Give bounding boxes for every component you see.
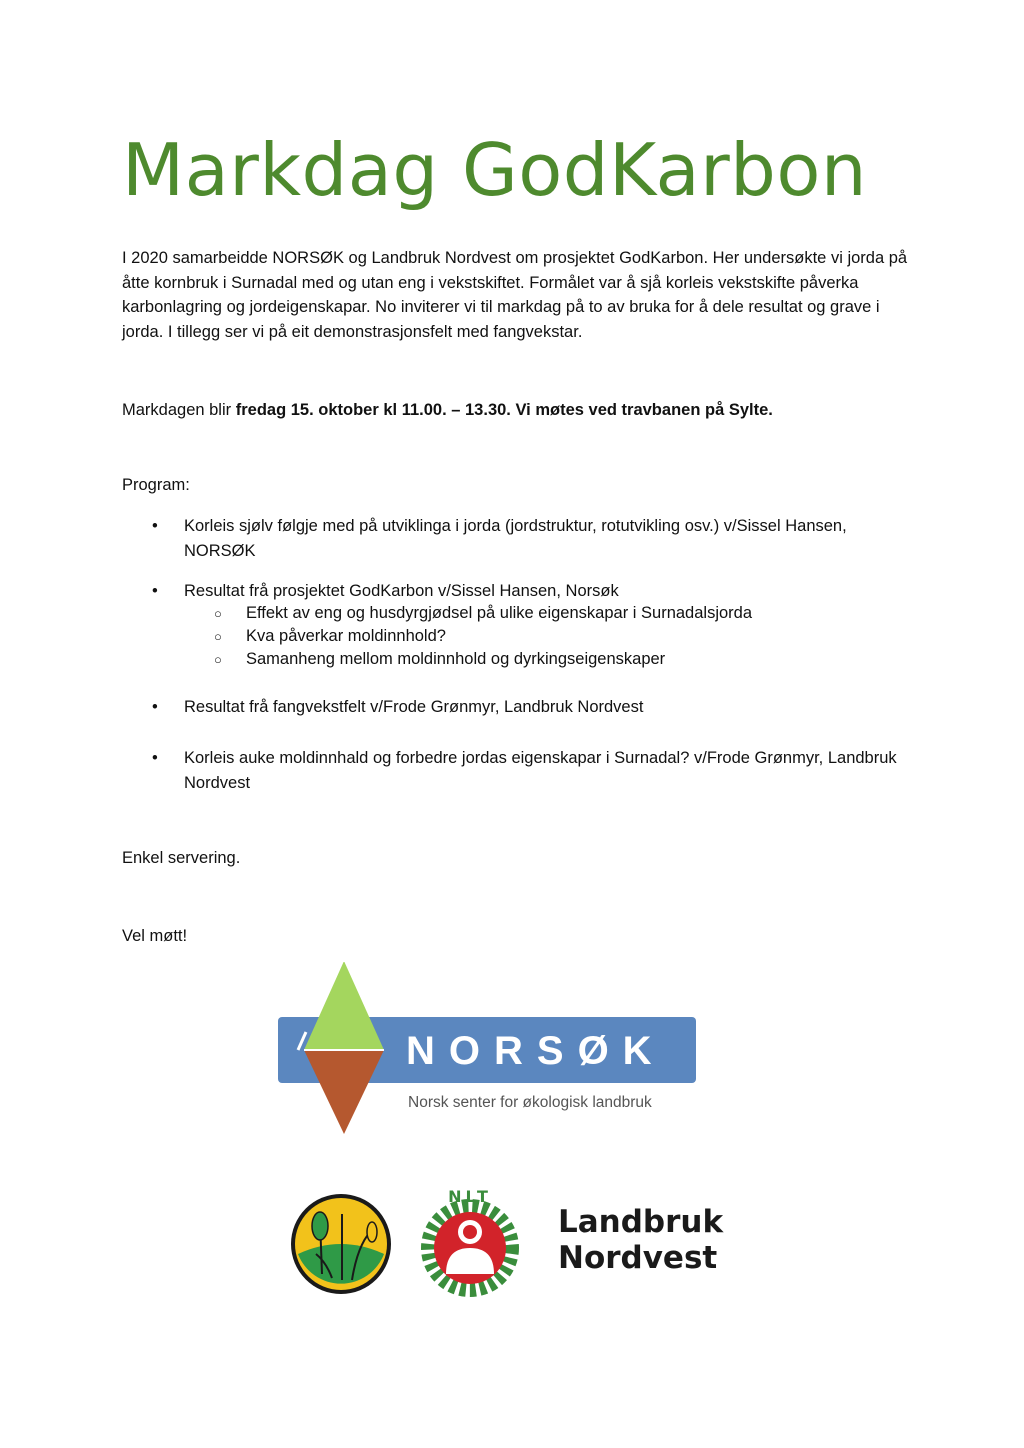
intro-paragraph: I 2020 samarbeidde NORSØK og Landbruk Nordvest om prosjektet GodKarbon. Her undersøkte vi jorda på åtte kornbruk i Surnadal med og utan eng i vekstskiftet. Formålet var å sjå korleis vekstskifte påverka karbonlagring og jordeigenskapar. No inviterer vi til markdag på to av bruka for å dele resultat og grave i jorda. I tillegg ser vi på eit demonstrasjonsfelt med fangvekstar. [122, 249, 908, 341]
nlt-logo [414, 1188, 526, 1300]
circle-bullet-icon: ○ [214, 629, 222, 644]
program-subitem-text: Kva påverkar moldinnhold? [246, 627, 446, 645]
nlt-letters: NLT [448, 1188, 492, 1206]
program-label: Program: [122, 476, 190, 494]
program-item-text: Resultat frå fangvekstfelt v/Frode Grønmyr, Landbruk Nordvest [184, 698, 644, 716]
brown-triangle-icon [304, 1050, 384, 1134]
circle-bullet-icon: ○ [214, 606, 222, 621]
surnadal-seal-logo [286, 1192, 396, 1296]
bullet-icon: • [152, 517, 158, 535]
circle-bullet-icon: ○ [214, 652, 222, 667]
program-item-text: Korleis sjølv følgje med på utviklinga i jorda (jordstruktur, rotutvikling osv.) v/Sissel Hansen, NORSØK [184, 517, 847, 560]
page-title: Markdag GodKarbon [122, 128, 868, 212]
lnv-line1: Landbruk [558, 1204, 724, 1240]
event-time-prefix: Markdagen blir [122, 401, 236, 419]
program-item-text: Korleis auke moldinnhald og forbedre jordas eigenskapar i Surnadal? v/Frode Grønmyr, Landbruk Nordvest [184, 749, 897, 792]
bullet-icon: • [152, 698, 158, 716]
program-subitem-text: Effekt av eng og husdyrgjødsel på ulike eigenskapar i Surnadalsjorda [246, 604, 753, 622]
norsok-logo [276, 962, 700, 1138]
program-subitem-text: Samanheng mellom moldinnhold og dyrkingseigenskaper [246, 650, 666, 668]
bullet-icon: • [152, 582, 158, 600]
leaf-icon [312, 1212, 328, 1240]
norsok-subtitle: Norsk senter for økologisk landbruk [408, 1094, 652, 1111]
closing-note: Vel møtt! [122, 927, 188, 945]
green-triangle-icon [304, 962, 384, 1050]
event-time-details: fredag 15. oktober kl 11.00. – 13.30. Vi møtes ved travbanen på Sylte. [235, 401, 773, 419]
serving-note: Enkel servering. [122, 849, 241, 867]
norsok-wordmark: NORSØK [406, 1029, 666, 1073]
landbruk-nordvest-wordmark [558, 1204, 723, 1276]
lnv-line2: Nordvest [558, 1240, 718, 1276]
bullet-icon: • [152, 749, 158, 767]
program-item-text: Resultat frå prosjektet GodKarbon v/Sissel Hansen, Norsøk [184, 582, 619, 600]
partner-logos [286, 1188, 746, 1300]
event-time-paragraph [122, 398, 773, 422]
